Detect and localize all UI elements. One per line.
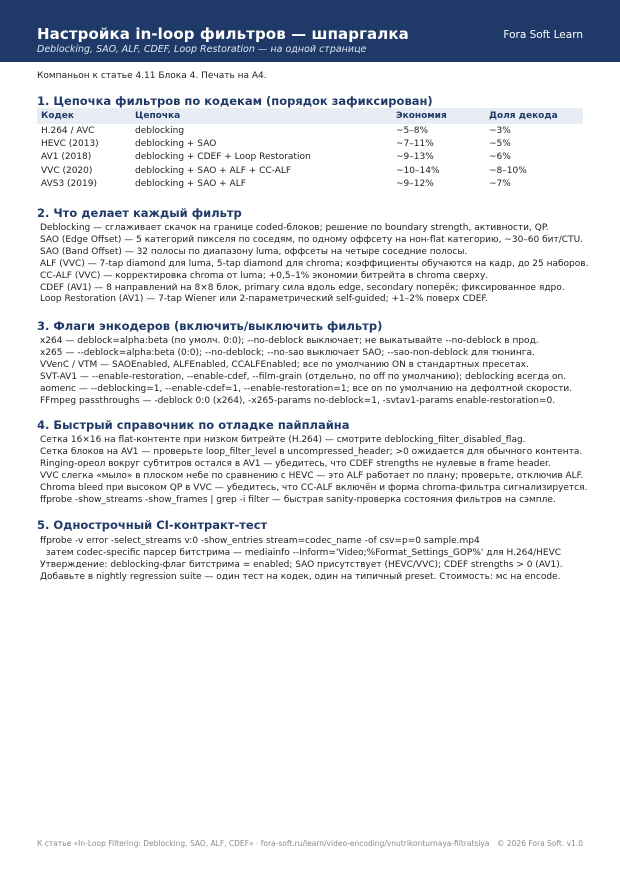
cell-decode-share: ~5% — [489, 139, 511, 150]
debug-reference-line: ffprobe -show_streams -show_frames | grep -i filter — быстрая sanity-проверка состояния фильтров на сэмпле. — [40, 494, 556, 505]
filter-description-line: SAO (Edge Offset) — 5 категорий пикселя по соседям, по одному оффсету на нон-flat категорию, ~30–60 бит/CTU. — [40, 234, 584, 245]
column-header-chain: Цепочка — [131, 108, 392, 124]
cell-codec: VVC (2020) — [41, 165, 93, 176]
debug-reference-line: Сетка блоков на AV1 — проверьте loop_filter_level в uncompressed_header; >0 ожидается для обычного контента. — [40, 446, 583, 457]
encoder-flag-line: x264 — deblock=alpha:beta (по умолч. 0:0); --no-deblock выключает; не выкатывайте --no-deblock в прод. — [40, 336, 539, 346]
ci-contract-list — [40, 536, 563, 584]
cell-codec: AVS3 (2019) — [41, 179, 97, 190]
section-5-title: 5. Однострочный CI-контракт-тест — [37, 518, 268, 532]
cell-chain: deblocking + CDEF + Loop Restoration — [135, 152, 311, 163]
cell-codec: HEVC (2013) — [41, 139, 99, 150]
debug-reference-line: Ringing-ореол вокруг субтитров остался в AV1 — убедитесь, что CDEF strengths не нулевые в frame header. — [40, 458, 551, 469]
filter-description-line: ALF (VVC) — 7-tap diamond для luma, 5-tap diamond для chroma; коэффициенты обучаются на кадр, до 25 наборов. — [40, 258, 589, 269]
table-row — [37, 151, 583, 164]
encoder-flag-line: FFmpeg passthroughs — -deblock 0:0 (x264), -x265-params no-deblock=1, -svtav1-params enable-restoration=0. — [40, 395, 556, 406]
table-row — [37, 137, 583, 150]
cell-savings: ~10–14% — [396, 165, 440, 176]
filter-description-line: Deblocking — сглаживает скачок на границе coded-блоков; решение по boundary strength, активности, QP. — [40, 223, 549, 233]
debug-reference-line: VVC слегка «мыло» в плоском небе по сравнению с HEVC — это ALF работает по плану; проверьте, отключив ALF. — [40, 470, 584, 481]
footer-copyright: © 2026 Fora Soft. v1.0 — [497, 839, 583, 848]
encoder-flag-line: aomenc — --deblocking=1, --enable-cdef=1, --enable-restoration=1; все on по умолчанию на дефолтной скорости. — [40, 383, 573, 394]
cell-chain: deblocking — [135, 125, 185, 136]
encoder-flags-list — [40, 336, 572, 407]
column-header-codec: Кодек — [37, 108, 131, 124]
page-title: Настройка in-loop фильтров — шпаргалка — [37, 25, 409, 43]
filter-description-line: SAO (Band Offset) — 32 полосы по диапазону luma, оффсеты на четыре соседние полосы. — [40, 246, 468, 257]
page-subtitle: Deblocking, SAO, ALF, CDEF, Loop Restoration — на одной странице — [37, 44, 367, 55]
cell-savings: ~9–12% — [396, 179, 434, 190]
cell-decode-share: ~3% — [489, 125, 511, 136]
cell-chain: deblocking + SAO — [135, 139, 217, 150]
table-body — [37, 124, 583, 191]
cell-savings: ~9–13% — [396, 152, 434, 163]
filter-description-line: Loop Restoration (AV1) — 7-tap Wiener или 2-параметрический self-guided; +1–2% поверх CDEF. — [40, 294, 489, 305]
table-header-row — [37, 108, 583, 124]
ci-contract-line: Добавьте в nightly regression suite — один тест на кодек, один на типичный preset. Стоимость: мс на encode. — [40, 571, 561, 582]
cell-decode-share: ~8–10% — [489, 165, 527, 176]
debug-reference-line: Chroma bleed при высоком QP в VVC — убедитесь, что CC-ALF включён и форма chroma-фильтра сигнализируется. — [40, 482, 588, 493]
table-row — [37, 178, 583, 191]
cell-decode-share: ~7% — [489, 179, 511, 190]
section-4-title: 4. Быстрый справочник по отладке пайплайна — [37, 418, 350, 432]
filter-description-line: CDEF (AV1) — 8 направлений на 8×8 блок, primary сила вдоль edge, secondary поперёк; фиксированное ядро. — [40, 282, 565, 293]
cell-codec: H.264 / AVC — [41, 125, 95, 136]
column-header-savings: Экономия — [392, 108, 485, 124]
debug-reference-list — [40, 435, 587, 506]
section-3-title: 3. Флаги энкодеров (включить/выключить фильтр) — [37, 319, 383, 333]
section-2-title: 2. Что делает каждый фильтр — [37, 206, 242, 220]
cell-chain: deblocking + SAO + ALF — [135, 179, 246, 190]
filter-description-line: CC-ALF (VVC) — корректировка chroma от luma; +0,5–1% экономии битрейта в chroma сверху. — [40, 270, 489, 281]
filter-description-list — [40, 223, 588, 306]
debug-reference-line: Сетка 16×16 на flat-контенте при низком битрейте (H.264) — смотрите deblocking_filter_disabled_flag. — [40, 435, 526, 445]
footer-source: К статье «In-Loop Filtering: Deblocking, SAO, ALF, CDEF» · fora-soft.ru/learn/video-encoding/vnutrikonturnaya-filtratsiya — [37, 839, 490, 848]
header-banner — [0, 0, 620, 62]
ci-contract-line: затем codec-specific парсер битстрима — mediainfo --Inform='Video;%Format_Settings_GOP%' для H.264/HEVC — [40, 547, 562, 558]
table-row — [37, 164, 583, 177]
encoder-flag-line: VVenC / VTM — SAOEnabled, ALFEnabled, CCALFEnabled; все по умолчанию ON в стандартных пресетах. — [40, 359, 529, 370]
codec-filter-table — [37, 108, 583, 191]
ci-contract-line: ffprobe -v error -select_streams v:0 -show_entries stream=codec_name -of csv=p=0 sample.mp4 — [40, 536, 480, 546]
cell-savings: ~7–11% — [396, 139, 434, 150]
cell-chain: deblocking + SAO + ALF + CC-ALF — [135, 165, 292, 176]
cell-decode-share: ~6% — [489, 152, 511, 163]
brand-label: Fora Soft Learn — [503, 29, 583, 41]
intro-text: Компаньон к статье 4.11 Блока 4. Печать на A4. — [37, 71, 267, 81]
encoder-flag-line: SVT-AV1 — --enable-restoration, --enable-cdef, --film-grain (отдельно, no off по умолчанию); deblocking всегда on. — [40, 371, 567, 382]
cell-savings: ~5–8% — [396, 125, 429, 136]
section-1-title: 1. Цепочка фильтров по кодекам (порядок зафиксирован) — [37, 94, 433, 108]
cell-codec: AV1 (2018) — [41, 152, 92, 163]
column-header-decode-share: Доля декода — [485, 108, 583, 124]
table-row — [37, 124, 583, 137]
encoder-flag-line: x265 — --deblock=alpha:beta (0:0); --no-deblock; --no-sao выключает SAO; --sao-non-deblock для тюнинга. — [40, 347, 535, 358]
ci-contract-line: Утверждение: deblocking-флаг битстрима = enabled; SAO присутствует (HEVC/VVC); CDEF strengths > 0 (AV1). — [40, 559, 563, 570]
